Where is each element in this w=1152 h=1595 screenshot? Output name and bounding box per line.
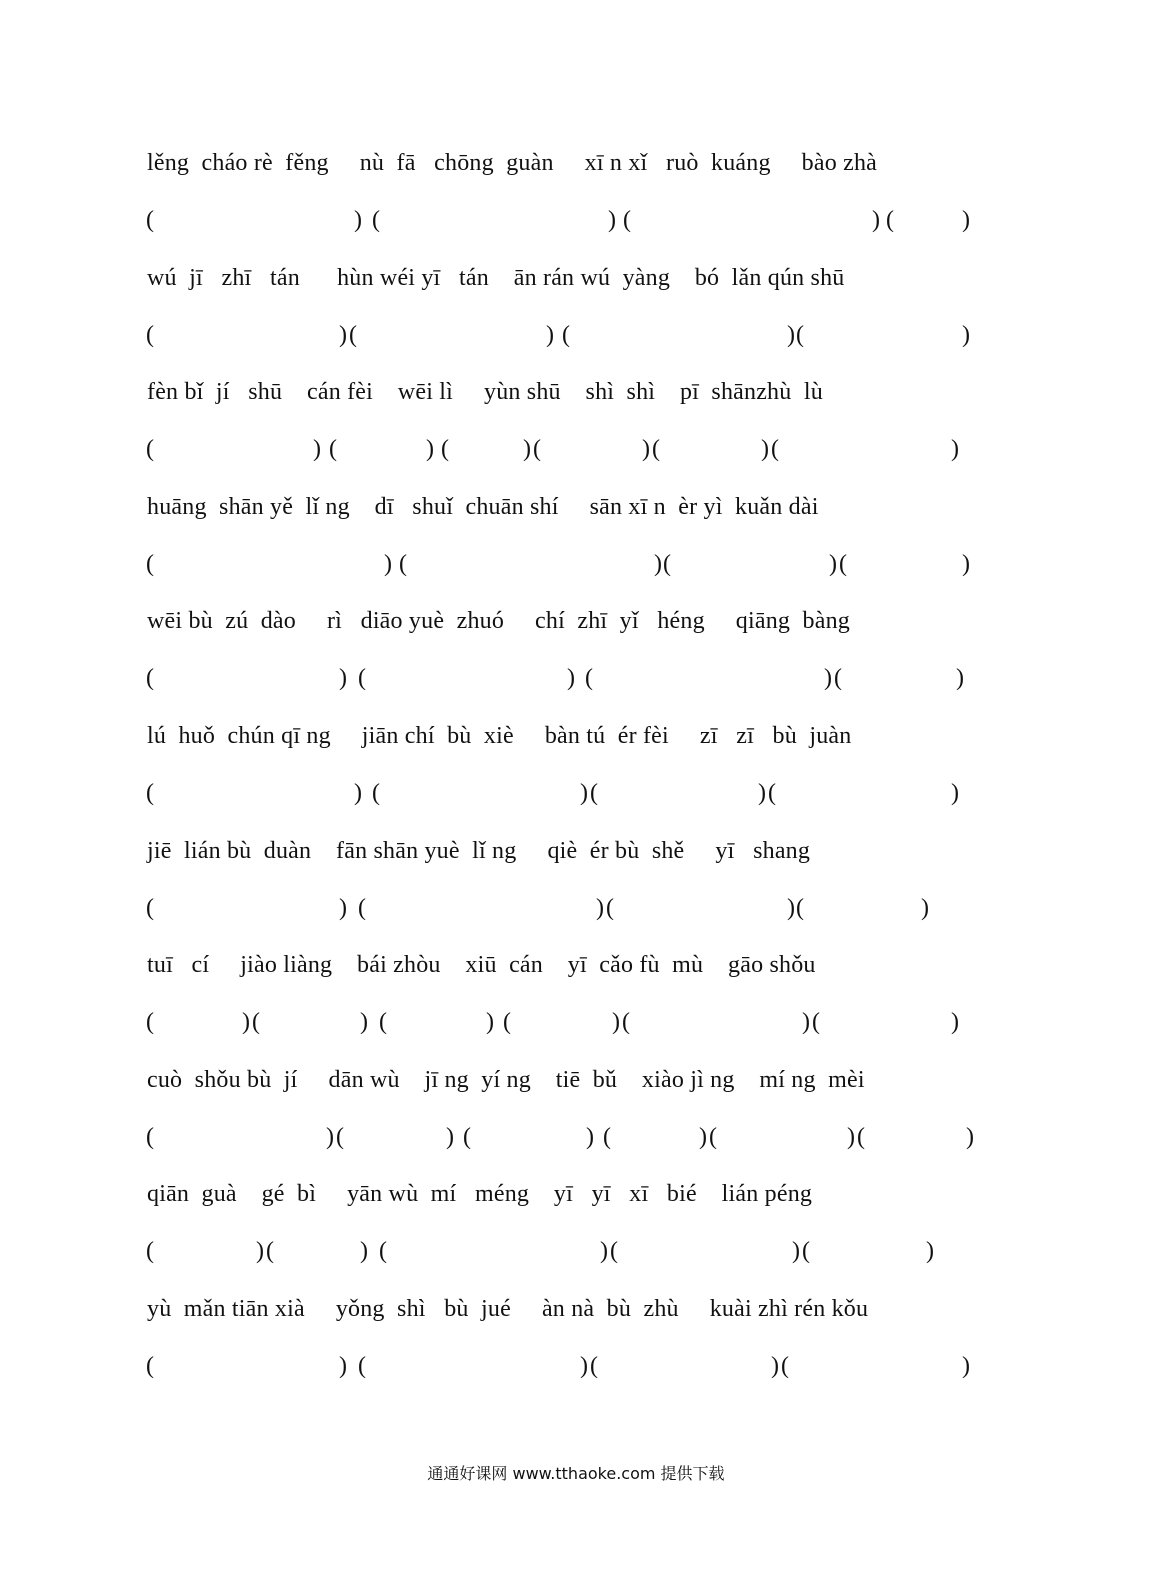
close-paren: ) xyxy=(580,1353,588,1379)
pinyin-text: wú jī zhī tán hùn wéi yī tán ān rán wú yàng bó lǎn qún shū xyxy=(147,264,845,291)
close-paren: ) xyxy=(824,665,832,692)
close-paren: ) xyxy=(354,207,362,233)
open-paren: ( xyxy=(562,321,570,348)
open-paren: ( xyxy=(146,1009,154,1036)
open-paren: ( xyxy=(503,1009,511,1036)
close-paren: ) xyxy=(360,1009,368,1036)
close-paren: ) xyxy=(426,436,434,463)
pinyin-text: tuī cí jiào liàng bái zhòu xiū cán yī cǎo fù mù gāo shǒu xyxy=(147,952,816,979)
close-paren: ) xyxy=(256,1238,264,1265)
open-paren: ( xyxy=(146,780,154,806)
open-paren: ( xyxy=(358,894,366,921)
close-paren: ) xyxy=(962,550,970,577)
answer-row xyxy=(0,1231,1152,1271)
open-paren: ( xyxy=(146,665,154,692)
open-paren: ( xyxy=(606,894,614,921)
pinyin-row xyxy=(0,258,1152,298)
close-paren: ) xyxy=(962,207,970,233)
close-paren: ) xyxy=(384,550,392,577)
close-paren: ) xyxy=(580,780,588,806)
open-paren: ( xyxy=(329,436,337,463)
open-paren: ( xyxy=(252,1009,260,1036)
answer-row xyxy=(0,658,1152,698)
open-paren: ( xyxy=(590,1353,598,1379)
open-paren: ( xyxy=(379,1238,387,1265)
open-paren: ( xyxy=(796,321,804,348)
open-paren: ( xyxy=(709,1123,717,1150)
close-paren: ) xyxy=(872,207,880,233)
pinyin-row xyxy=(0,601,1152,641)
close-paren: ) xyxy=(360,1238,368,1265)
open-paren: ( xyxy=(146,550,154,577)
open-paren: ( xyxy=(146,321,154,348)
pinyin-row xyxy=(0,1060,1152,1100)
open-paren: ( xyxy=(663,550,671,577)
close-paren: ) xyxy=(847,1123,855,1150)
close-paren: ) xyxy=(608,207,616,233)
open-paren: ( xyxy=(533,436,541,463)
pinyin-text: qiān guà gé bì yān wù mí méng yī yī xī bié lián péng xyxy=(147,1181,813,1208)
open-paren: ( xyxy=(857,1123,865,1150)
close-paren: ) xyxy=(699,1123,707,1150)
open-paren: ( xyxy=(358,665,366,692)
open-paren: ( xyxy=(886,207,894,233)
pinyin-row xyxy=(0,372,1152,412)
answer-row xyxy=(0,1346,1152,1386)
close-paren: ) xyxy=(313,436,321,463)
pinyin-row xyxy=(0,831,1152,871)
pinyin-text: jiē lián bù duàn fān shān yuè lǐ ng qiè ér bù shě yī shang xyxy=(147,837,811,864)
close-paren: ) xyxy=(966,1123,974,1150)
open-paren: ( xyxy=(358,1353,366,1379)
pinyin-text: lěng cháo rè fěng nù fā chōng guàn xī n xǐ ruò kuáng bào zhà xyxy=(147,150,878,176)
close-paren: ) xyxy=(829,550,837,577)
answer-row xyxy=(0,1117,1152,1157)
pinyin-text: cuò shǒu bù jí dān wù jī ng yí ng tiē bǔ xiào jì ng mí ng mèi xyxy=(147,1066,865,1093)
open-paren: ( xyxy=(372,207,380,233)
close-paren: ) xyxy=(596,894,604,921)
open-paren: ( xyxy=(349,321,357,348)
open-paren: ( xyxy=(463,1123,471,1150)
open-paren: ( xyxy=(372,780,380,806)
open-paren: ( xyxy=(781,1353,789,1379)
open-paren: ( xyxy=(771,436,779,463)
open-paren: ( xyxy=(622,1009,630,1036)
close-paren: ) xyxy=(758,780,766,806)
open-paren: ( xyxy=(839,550,847,577)
close-paren: ) xyxy=(486,1009,494,1036)
open-paren: ( xyxy=(802,1238,810,1265)
answer-row xyxy=(0,888,1152,928)
close-paren: ) xyxy=(326,1123,334,1150)
pinyin-row xyxy=(0,1289,1152,1329)
close-paren: ) xyxy=(792,1238,800,1265)
open-paren: ( xyxy=(590,780,598,806)
open-paren: ( xyxy=(796,894,804,921)
answer-row xyxy=(0,773,1152,813)
open-paren: ( xyxy=(585,665,593,692)
open-paren: ( xyxy=(603,1123,611,1150)
close-paren: ) xyxy=(339,665,347,692)
close-paren: ) xyxy=(546,321,554,348)
pinyin-text: lú huǒ chún qī ng jiān chí bù xiè bàn tú ér fèi zī zī bù juàn xyxy=(147,723,852,749)
close-paren: ) xyxy=(787,894,795,921)
pinyin-row xyxy=(0,1174,1152,1214)
close-paren: ) xyxy=(951,1009,959,1036)
open-paren: ( xyxy=(336,1123,344,1150)
open-paren: ( xyxy=(623,207,631,233)
close-paren: ) xyxy=(339,894,347,921)
open-paren: ( xyxy=(610,1238,618,1265)
open-paren: ( xyxy=(652,436,660,463)
answer-row xyxy=(0,1002,1152,1042)
close-paren: ) xyxy=(962,1353,970,1379)
answer-row xyxy=(0,429,1152,469)
pinyin-text: huāng shān yě lǐ ng dī shuǐ chuān shí sān xī n èr yì kuǎn dài xyxy=(147,493,819,520)
close-paren: ) xyxy=(761,436,769,463)
open-paren: ( xyxy=(768,780,776,806)
close-paren: ) xyxy=(339,1353,347,1379)
close-paren: ) xyxy=(962,321,970,348)
close-paren: ) xyxy=(956,665,964,692)
open-paren: ( xyxy=(146,207,154,233)
close-paren: ) xyxy=(612,1009,620,1036)
pinyin-text: yù mǎn tiān xià yǒng shì bù jué àn nà bù zhù kuài zhì rén kǒu xyxy=(147,1296,869,1322)
answer-row xyxy=(0,315,1152,355)
close-paren: ) xyxy=(921,894,929,921)
pinyin-text: wēi bù zú dào rì diāo yuè zhuó chí zhī yǐ héng qiāng bàng xyxy=(147,608,850,635)
footer-source: 通通好课网 www.tthaoke.com 提供下载 xyxy=(427,1464,725,1483)
close-paren: ) xyxy=(926,1238,934,1265)
close-paren: ) xyxy=(654,550,662,577)
open-paren: ( xyxy=(399,550,407,577)
close-paren: ) xyxy=(642,436,650,463)
close-paren: ) xyxy=(242,1009,250,1036)
pinyin-row xyxy=(0,487,1152,527)
close-paren: ) xyxy=(951,780,959,806)
open-paren: ( xyxy=(146,1353,154,1379)
close-paren: ) xyxy=(567,665,575,692)
open-paren: ( xyxy=(266,1238,274,1265)
close-paren: ) xyxy=(339,321,347,348)
open-paren: ( xyxy=(146,894,154,921)
pinyin-row xyxy=(0,143,1152,183)
close-paren: ) xyxy=(523,436,531,463)
pinyin-text: fèn bǐ jí shū cán fèi wēi lì yùn shū shì shì pī shānzhù lù xyxy=(147,379,823,406)
close-paren: ) xyxy=(446,1123,454,1150)
close-paren: ) xyxy=(951,436,959,463)
close-paren: ) xyxy=(354,780,362,806)
pinyin-row xyxy=(0,945,1152,985)
close-paren: ) xyxy=(802,1009,810,1036)
close-paren: ) xyxy=(600,1238,608,1265)
close-paren: ) xyxy=(586,1123,594,1150)
open-paren: ( xyxy=(834,665,842,692)
answer-row xyxy=(0,544,1152,584)
pinyin-row xyxy=(0,716,1152,756)
open-paren: ( xyxy=(379,1009,387,1036)
open-paren: ( xyxy=(146,1123,154,1150)
open-paren: ( xyxy=(146,436,154,463)
answer-row xyxy=(0,200,1152,240)
open-paren: ( xyxy=(441,436,449,463)
close-paren: ) xyxy=(787,321,795,348)
open-paren: ( xyxy=(812,1009,820,1036)
open-paren: ( xyxy=(146,1238,154,1265)
close-paren: ) xyxy=(771,1353,779,1379)
